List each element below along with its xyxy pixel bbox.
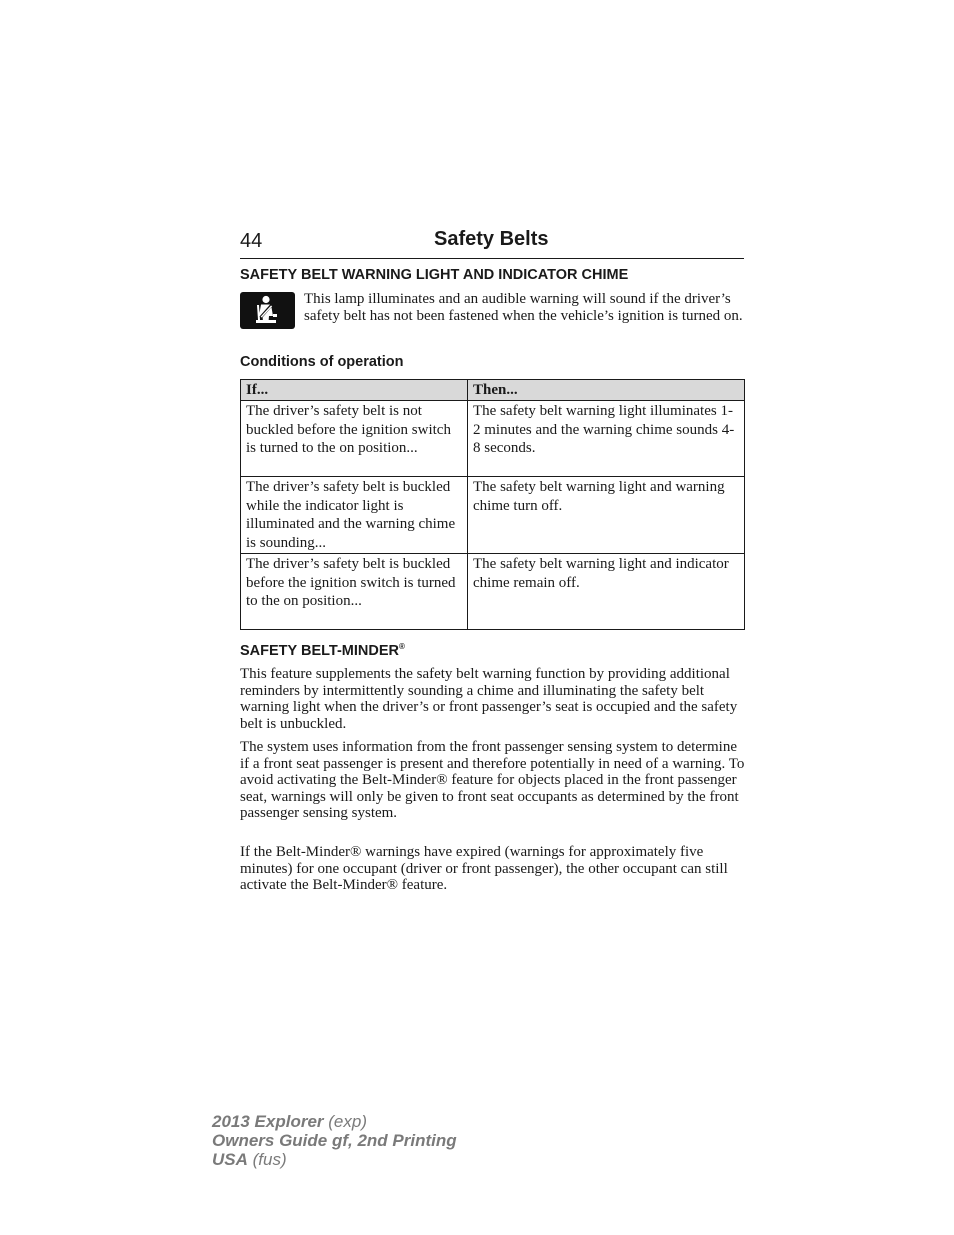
table-cell-then: The safety belt warning light and indicator chime remain off. [468,553,745,629]
table-row [241,477,745,554]
table-row [241,401,745,477]
table-header-row [241,380,745,401]
table-cell-if: The driver’s safety belt is buckled before the ignition switch is turned to the on position... [241,553,468,629]
belt-minder-paragraph: If the Belt-Minder® warnings have expired (warnings for approximately five minutes) for one occupant (driver or front passenger), the other occupant can still activate the Belt-Minder® feature. [240,844,728,893]
page-number: 44 [240,230,263,252]
table-cell-then: The safety belt warning light illuminates 1-2 minutes and the warning chime sounds 4-8 seconds. [468,401,745,477]
seatbelt-warning-icon [240,292,295,329]
warning-light-description: This lamp illuminates and an audible warning will sound if the driver’s safety belt has not been fastened when the vehicle’s ignition is turned on. [304,291,743,324]
footer-guide: Owners Guide gf, 2nd Printing [212,1131,457,1150]
footer-model-code: (exp) [328,1112,367,1131]
table-cell-if: The driver’s safety belt is buckled while the indicator light is illuminated and the warning chime is sounding... [241,477,468,554]
registered-mark: ® [398,642,405,651]
footer-model: 2013 Explorer [212,1112,324,1131]
belt-minder-paragraph: The system uses information from the front passenger sensing system to determine if a front seat passenger is present and therefore potentially in need of a warning. To avoid activating the Belt-Minder® feature for objects placed in the front passenger seat, warnings will only be given to front seat occupants as determined by the front passenger sensing system. [240,739,745,821]
belt-minder-paragraph: This feature supplements the safety belt warning function by providing additional reminders by intermittently sounding a chime and illuminating the safety belt warning light when the driver’s or front passenger’s seat is occupied and the safety belt is unbuckled. [240,666,738,732]
column-header-then: Then... [468,380,745,401]
column-header-if: If... [241,380,468,401]
footer-region: USA [212,1150,248,1169]
table-cell-then: The safety belt warning light and warning chime turn off. [468,477,745,554]
page-title: Safety Belts [434,228,549,250]
section-heading-warning-light: SAFETY BELT WARNING LIGHT AND INDICATOR CHIME [240,267,629,283]
page-header [240,228,744,259]
section-heading-belt-minder [240,642,405,659]
table-row [241,553,745,629]
conditions-heading: Conditions of operation [240,354,404,370]
footer-region-code: (fus) [252,1150,287,1169]
belt-minder-heading-text: SAFETY BELT-MINDER [240,642,399,659]
table-cell-if: The driver’s safety belt is not buckled before the ignition switch is turned to the on position... [241,401,468,477]
document-footer [212,1112,457,1169]
conditions-table [240,379,744,630]
